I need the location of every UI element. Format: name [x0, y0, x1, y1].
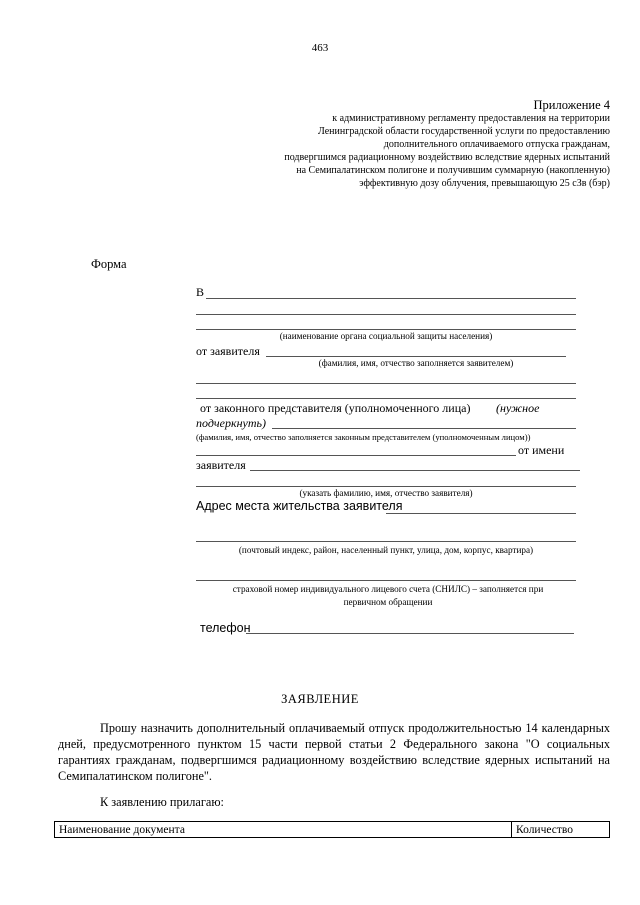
page-number: 463: [311, 42, 329, 54]
table-header-cell: Количество: [512, 822, 610, 838]
statement-title: ЗАЯВЛЕНИЕ: [281, 692, 359, 706]
appendix-line: эффективную дозу облучения, превышающую 25 сЗв (бэр): [359, 178, 610, 189]
appendix-title: Приложение 4: [533, 98, 610, 112]
underline-hint: (нужное: [496, 401, 540, 415]
statement-text: Прошу назначить дополнительный оплачиваемый отпуск продолжительностью 14 календарных дней, предусмотренного пунктом 15 части первой статьи 2 Федерального закона "О социальных гарантиях гражданам, подвергшимся радиационному воздействию вследствие ядерных испытаний на Семипалатинском полигоне".: [58, 721, 610, 783]
address-label: Адрес места жительства заявителя: [196, 499, 403, 513]
to-hint: (наименование органа социальной защиты населения): [279, 331, 493, 341]
snils-hint: страховой номер индивидуального лицевого счета (СНИЛС) – заполняется при: [232, 584, 544, 594]
representative-line[interactable]: [196, 455, 516, 456]
table-header-cell: Наименование документа: [55, 822, 512, 838]
phone-line[interactable]: [246, 633, 574, 634]
appendix-line: на Семипалатинском полигоне и получившим суммарную (накопленную): [296, 165, 610, 176]
applicant-behalf-line[interactable]: [250, 470, 580, 471]
representative-hint: (фамилия, имя, отчество заполняется законным представителем (уполномоченным лицом)): [196, 432, 531, 442]
representative-line[interactable]: [272, 428, 576, 429]
appendix-text: [230, 112, 610, 190]
address-hint: (почтовый индекс, район, населенный пункт, улица, дом, корпус, квартира): [238, 545, 534, 555]
applicant-name-line[interactable]: [196, 383, 576, 384]
address-line[interactable]: [386, 513, 576, 514]
applicant-behalf-hint: (указать фамилию, имя, отчество заявителя): [299, 488, 473, 498]
appendix-line: подвергшимся радиационному воздействию вследствие ядерных испытаний: [284, 152, 610, 163]
applicant-behalf-line[interactable]: [196, 486, 576, 487]
applicant-name-line[interactable]: [266, 356, 566, 357]
phone-label: телефон: [200, 621, 251, 635]
address-line[interactable]: [196, 541, 576, 542]
to-field-line[interactable]: [206, 298, 576, 299]
documents-table: [54, 821, 610, 838]
form-label: Форма: [91, 257, 127, 271]
snils-line[interactable]: [196, 580, 576, 581]
applicant-name-line[interactable]: [196, 398, 576, 399]
snils-hint: первичном обращении: [343, 597, 433, 607]
from-representative-label: от законного представителя (уполномоченного лица): [200, 401, 471, 415]
attachments-label: К заявлению прилагаю:: [100, 795, 224, 809]
appendix-line: к административному регламенту предоставления на территории: [332, 113, 610, 124]
appendix-line: дополнительного оплачиваемого отпуска гражданам,: [383, 139, 610, 150]
to-field-line[interactable]: [196, 314, 576, 315]
applicant-word: заявителя: [196, 458, 246, 472]
from-applicant-label: от заявителя: [196, 344, 260, 358]
underline-hint: подчеркнуть): [196, 416, 266, 430]
applicant-name-hint: (фамилия, имя, отчество заполняется заявителем): [318, 358, 514, 368]
to-field-line[interactable]: [196, 329, 576, 330]
table-row: [55, 822, 610, 838]
appendix-line: Ленинградской области государственной услуги по предоставлению: [318, 126, 610, 137]
on-behalf-label: от имени: [518, 443, 565, 457]
to-label: В: [196, 285, 205, 299]
